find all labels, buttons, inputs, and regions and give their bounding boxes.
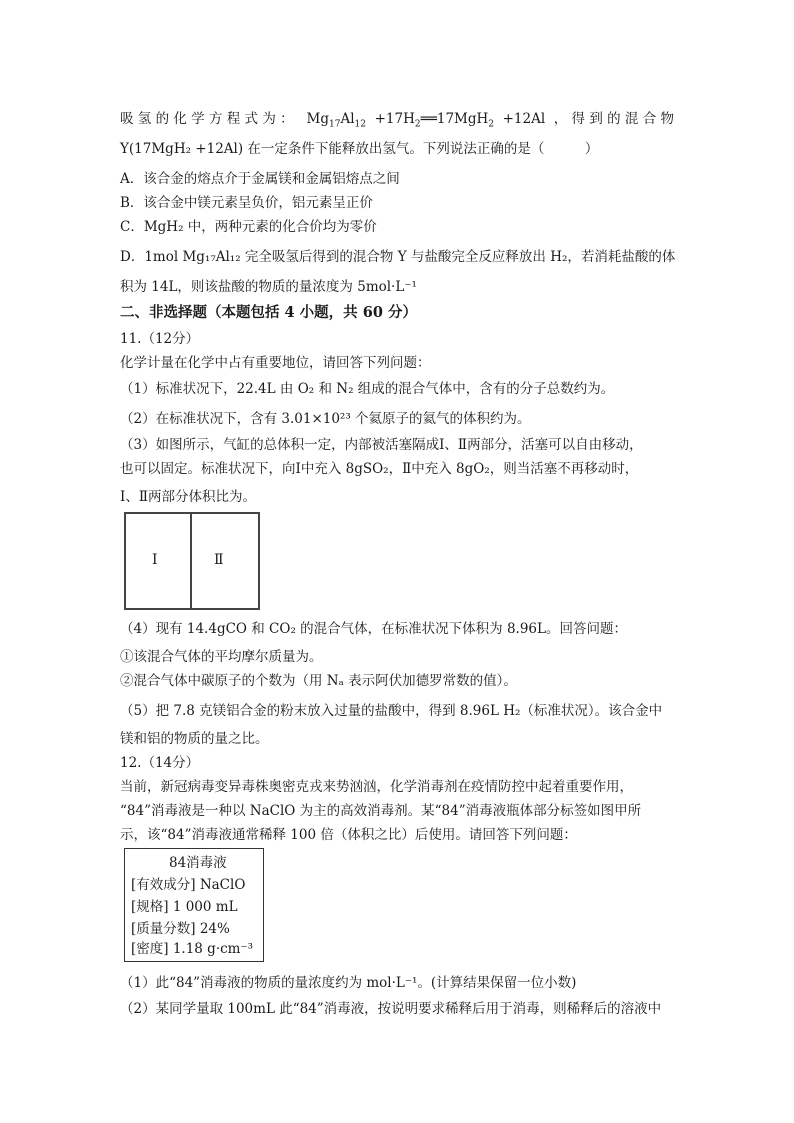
- q11-part4-item2: ②混合气体中碳原子的个数为（用 Nₐ 表示阿伏加德罗常数的值）。: [120, 673, 517, 689]
- label-title: 84消毒液: [169, 855, 227, 871]
- cylinder-part-2-label: Ⅱ: [214, 552, 224, 568]
- disinfectant-label: [124, 848, 264, 962]
- q11-part3-line1: （3）如图所示，气缸的总体积一定，内部被活塞隔成Ⅰ、Ⅱ两部分，活塞可以自由移动，: [120, 437, 643, 453]
- label-density: [密度] 1.18 g·cm⁻³: [131, 941, 254, 957]
- q10-option-d-line2: 积为 14L，则该盐酸的物质的量浓度为 5mol·L⁻¹: [120, 279, 417, 295]
- label-mass-fraction: [质量分数] 24%: [131, 921, 230, 937]
- q12-part1: （1）此“84”消毒液的物质的量浓度约为 mol·L⁻¹。(计算结果保留一位小数): [120, 975, 577, 991]
- q10-option-a: A．该合金的熔点介于金属镁和金属铝熔点之间: [120, 171, 400, 187]
- q12-part2: （2）某同学量取 100mL 此“84”消毒液，按说明要求稀释后用于消毒，则稀释后的溶液中: [120, 1001, 662, 1017]
- q11-part3-line3: Ⅰ、Ⅱ两部分体积比为。: [120, 489, 257, 505]
- q11-part5-line2: 镁和铝的物质的量之比。: [120, 731, 269, 747]
- label-ingredient: [有效成分] NaClO: [131, 877, 246, 893]
- q10-line1-suffix: ，得到的混合物: [553, 111, 675, 127]
- q12-intro-line1: 当前，新冠病毒变异毒株奥密克戎来势汹汹，化学消毒剂在疫情防控中起着重要作用，: [120, 779, 633, 795]
- q12-heading: 12.（14分）: [120, 755, 200, 771]
- q11-part5-line1: （5）把 7.8 克镁铝合金的粉末放入过量的盐酸中，得到 8.96L H₂（标准状况）。该合金中: [120, 703, 663, 719]
- q11-part3-line2: 也可以固定。标准状况下，向Ⅰ中充入 8gSO₂，Ⅱ中充入 8gO₂，则当活塞不再移动时，: [120, 461, 639, 477]
- q11-part2: （2）在标准状况下，含有 3.01×10²³ 个氦原子的氦气的体积约为。: [120, 411, 531, 427]
- q11-part1: （1）标准状况下，22.4L 由 O₂ 和 N₂ 组成的混合气体中，含有的分子总数约为。: [120, 381, 615, 397]
- q10-option-d-line1: D．1mol Mg₁₇Al₁₂ 完全吸氢后得到的混合物 Y 与盐酸完全反应释放出 H₂，若消耗盐酸的体: [120, 249, 676, 265]
- q10-line2: Y(17MgH₂ +12Al) 在一定条件下能释放出氢气。下列说法正确的是（ ）: [120, 141, 599, 157]
- label-spec: [规格] 1 000 mL: [131, 899, 238, 915]
- cylinder-diagram: [124, 512, 260, 610]
- q10-line1-prefix: 吸氢的化学方程式为：: [120, 111, 298, 127]
- q11-part4: （4）现有 14.4gCO 和 CO₂ 的混合气体，在标准状况下体积为 8.96L。回答问题：: [120, 621, 627, 637]
- piston: [190, 514, 192, 608]
- q12-intro-line3: 示，该“84”消毒液通常稀释 100 倍（体积之比）后使用。请回答下列问题：: [120, 827, 577, 843]
- q12-intro-line2: “84”消毒液是一种以 NaClO 为主的高效消毒剂。某“84”消毒液瓶体部分标签如图甲所: [120, 803, 642, 819]
- q10-line1: [120, 110, 674, 128]
- cylinder-part-1-label: Ⅰ: [152, 552, 158, 568]
- q10-option-c: C．MgH₂ 中，两种元素的化合价均为零价: [120, 219, 377, 235]
- q11-heading: 11.（12分）: [120, 331, 200, 347]
- q11-intro: 化学计量在化学中占有重要地位，请回答下列问题：: [120, 355, 431, 371]
- q11-part4-item1: ①该混合气体的平均摩尔质量为。: [120, 649, 323, 665]
- q10-option-b: B．该合金中镁元素呈负价，铝元素呈正价: [120, 195, 373, 211]
- q10-equation: $Mg_{17}Al_{12}$ $+17H_2══17MgH_2 +12Al$: [306, 111, 546, 130]
- section-heading: 二、非选择题（本题包括 4 小题，共 60 分）: [120, 304, 417, 321]
